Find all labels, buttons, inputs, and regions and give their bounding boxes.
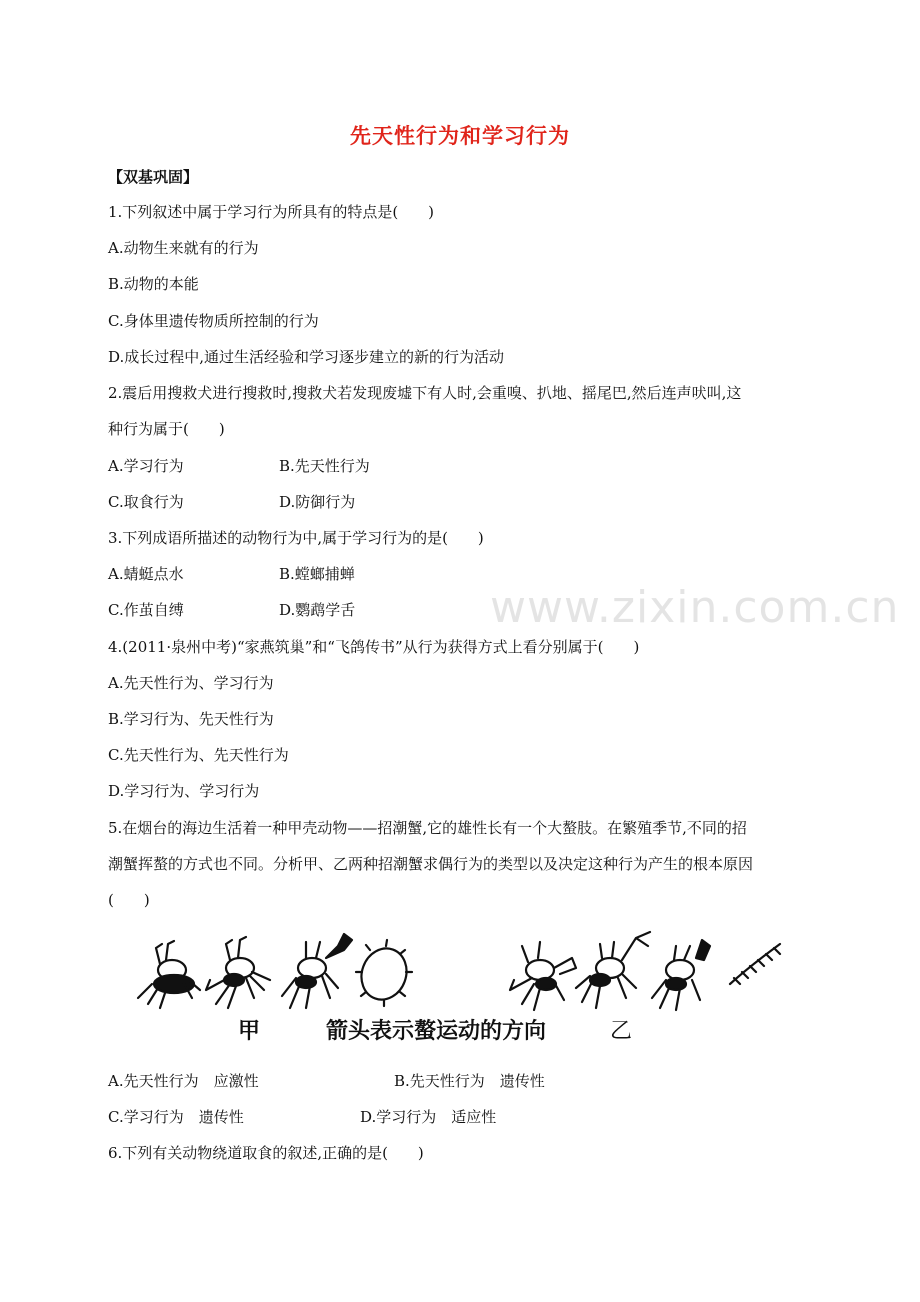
- claw-arrow-path: [354, 940, 413, 1006]
- q5-stem-line2: 潮蟹挥螯的方式也不同。分析甲、乙两种招潮蟹求偶行为的类型以及决定这种行为产生的根本原因: [108, 855, 754, 873]
- watermark: www.zixin.com.cn: [490, 582, 900, 633]
- q1-option-a: A.动物生来就有的行为: [108, 239, 259, 257]
- figure-label-jia: 甲: [238, 1019, 261, 1044]
- crab-figure: [130, 928, 790, 1048]
- q4-option-c: C.先天性行为、先天性行为: [108, 746, 289, 764]
- q4-option-d: D.学习行为、学习行为: [108, 782, 260, 800]
- q2-option-b: B.先天性行为: [279, 457, 370, 475]
- q1-option-d: D.成长过程中,通过生活经验和学习逐步建立的新的行为活动: [108, 348, 505, 366]
- q5-option-a: A.先天性行为 应激性: [108, 1072, 259, 1090]
- q3-option-d: D.鹦鹉学舌: [279, 601, 356, 619]
- q3-option-b: B.螳螂捕蝉: [279, 565, 355, 583]
- crab-illustration: [130, 928, 790, 1018]
- crab-drawing: [652, 940, 710, 1010]
- q1-option-b: B.动物的本能: [108, 275, 199, 293]
- figure-label-yi: 乙: [610, 1019, 633, 1044]
- q3-option-c: C.作茧自缚: [108, 601, 184, 619]
- q2-option-a: A.学习行为: [108, 457, 184, 475]
- q4-option-b: B.学习行为、先天性行为: [108, 710, 274, 728]
- q5-option-d: D.学习行为 适应性: [360, 1108, 497, 1126]
- crab-drawing: [510, 942, 576, 1010]
- q5-stem-line3: ( ): [108, 891, 150, 909]
- q4-stem: 4.(2011·泉州中考)“家燕筑巢”和“飞鸽传书”从行为获得方式上看分别属于( ): [108, 638, 640, 656]
- figure-caption: 箭头表示螯运动的方向: [326, 1019, 547, 1044]
- q3-stem: 3.下列成语所描述的动物行为中,属于学习行为的是( ): [108, 529, 484, 547]
- q2-stem-line2: 种行为属于( ): [108, 420, 225, 438]
- q1-option-c: C.身体里遗传物质所控制的行为: [108, 312, 319, 330]
- crab-drawing: [138, 941, 200, 1008]
- claw-arrow-path: [730, 944, 780, 984]
- q5-stem-line1: 5.在烟台的海边生活着一种甲壳动物——招潮蟹,它的雄性长有一个大螯肢。在繁殖季节,不同的招: [108, 819, 747, 837]
- q5-option-c: C.学习行为 遗传性: [108, 1108, 244, 1126]
- q5-option-b: B.先天性行为 遗传性: [394, 1072, 545, 1090]
- crab-drawing: [206, 937, 270, 1008]
- q2-option-d: D.防御行为: [279, 493, 356, 511]
- q2-option-c: C.取食行为: [108, 493, 184, 511]
- q2-stem-line1: 2.震后用搜救犬进行搜救时,搜救犬若发现废墟下有人时,会重嗅、扒地、摇尾巴,然后连声吠叫,这: [108, 384, 742, 402]
- q4-option-a: A.先天性行为、学习行为: [108, 674, 274, 692]
- q3-option-a: A.蜻蜓点水: [108, 565, 184, 583]
- section-heading: 【双基巩固】: [108, 168, 199, 186]
- crab-drawing: [282, 934, 352, 1008]
- crab-drawing: [576, 932, 650, 1008]
- q6-stem: 6.下列有关动物绕道取食的叙述,正确的是( ): [108, 1144, 424, 1162]
- q1-stem: 1.下列叙述中属于学习行为所具有的特点是( ): [108, 203, 435, 221]
- page-title: 先天性行为和学习行为: [350, 124, 570, 148]
